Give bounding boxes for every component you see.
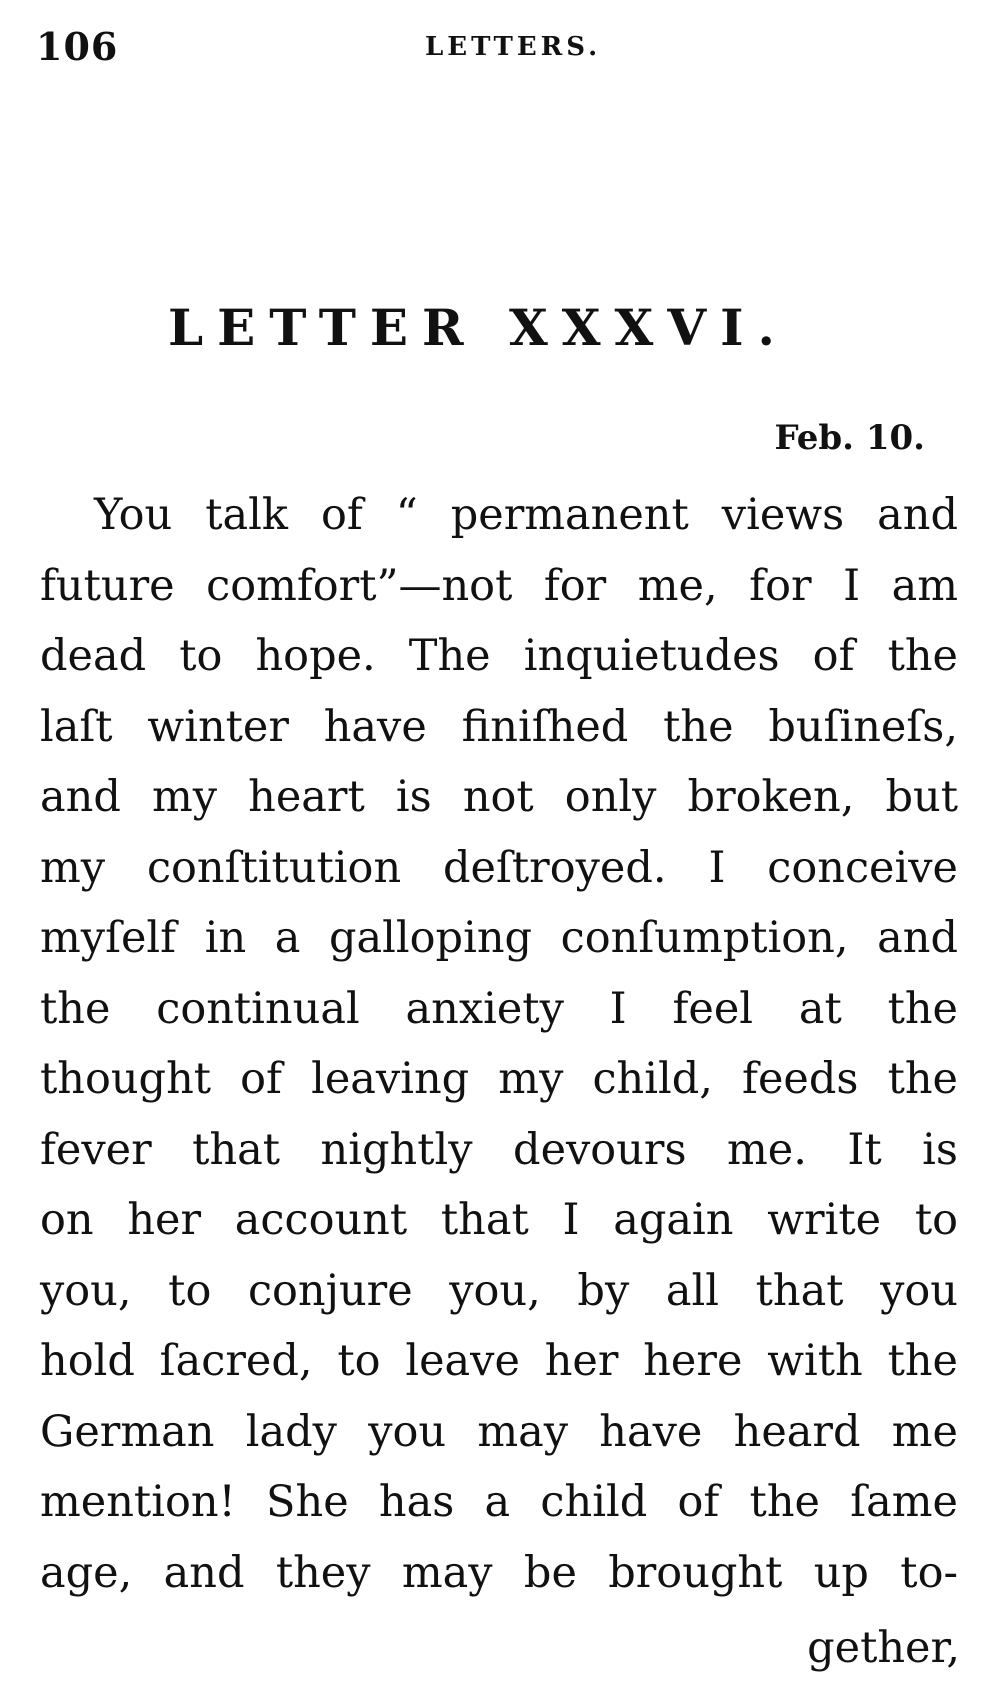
text-line: age, and they may be brought up to- <box>40 1547 958 1598</box>
letter-body <box>40 480 958 1608</box>
text-line: the continual anxiety I feel at the <box>40 983 958 1034</box>
text-line: laſt winter have finiſhed the buſineſs, <box>40 701 958 752</box>
text-line: hold ſacred, to leave her here with the <box>40 1336 958 1386</box>
catchword: gether, <box>807 1623 960 1673</box>
text-line: mention! She has a child of the ſame <box>40 1477 958 1527</box>
running-head: LETTERS. <box>425 32 602 62</box>
text-line: you, to conjure you, by all that you <box>40 1265 958 1316</box>
text-line: dead to hope. The inquietudes of the <box>40 631 958 681</box>
letter-title: LETTER XXXVI. <box>168 298 789 357</box>
text-line: German lady you may have heard me <box>40 1406 958 1457</box>
text-line: and my heart is not only broken, but <box>40 772 958 822</box>
text-line: thought of leaving my child, feeds the <box>40 1054 958 1104</box>
text-line: fever that nightly devours me. It is <box>40 1124 958 1175</box>
text-line: You talk of “ permanent views and <box>94 490 958 540</box>
page-number: 106 <box>36 24 119 69</box>
text-line: on her account that I again write to <box>40 1195 958 1245</box>
text-line: my conſtitution deſtroyed. I conceive <box>40 842 958 893</box>
letter-date: Feb. 10. <box>774 418 925 458</box>
text-line: future comfort”—not for me, for I am <box>40 560 958 611</box>
text-line: myſelf in a galloping conſumption, and <box>40 913 958 963</box>
